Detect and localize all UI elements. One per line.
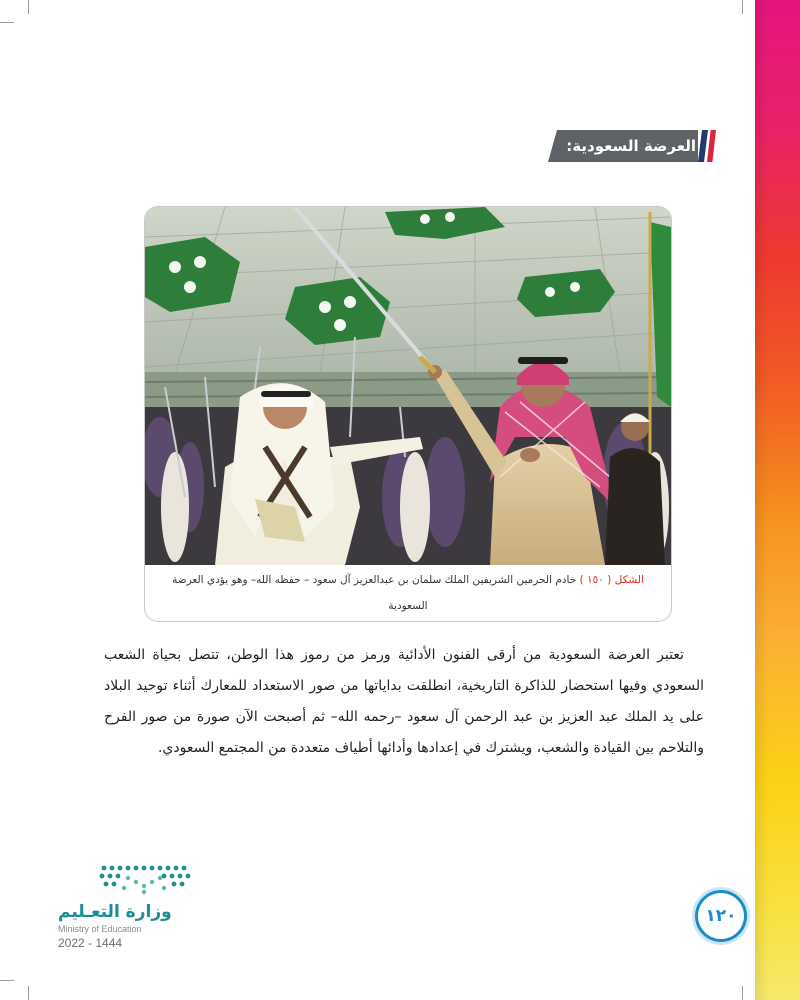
edition-year: 2022 - 1444 (58, 936, 123, 950)
figure-caption-line2: السعودية (388, 600, 428, 612)
figure-frame (144, 206, 672, 622)
figure-caption-line1: خادم الحرمين الشريفين الملك سلمان بن عبدالعزيز آل سعود – حفظه الله– وهو يؤدي العرضة (172, 574, 577, 586)
figure-number: الشكل ( ١٥٠ ) (579, 574, 644, 586)
ministry-name-english: Ministry of Education (58, 924, 142, 934)
ministry-logo (58, 862, 198, 962)
body-paragraph: تعتبر العرضة السعودية من أرقى الفنون الأدائية ورمز من رموز هذا الوطن، تتصل بحياة الشعب السعودي وفيها استحضار للذاكرة التاريخية، انطلقت بداياتها من صور الاستعداد للمعارك أثناء توحيد البلاد على يد الملك عبد العزيز بن عبد الرحمن آل سعود –رحمه الله– ثم أصبحت الآن صورة من صور الفرح والتلاحم بين القيادة والشعب، ويشترك في إعدادها وأدائها أطياف متعددة من المجتمع السعودي. (104, 647, 704, 756)
figure-caption (155, 567, 661, 619)
section-header-accent-red (707, 130, 716, 162)
section-title: العرضة السعودية: (566, 137, 696, 155)
ministry-dots-icon (98, 862, 198, 896)
section-header-accent-blue (698, 130, 708, 162)
section-header (548, 130, 716, 162)
ministry-name-arabic: وزارة التعـليم (58, 902, 172, 922)
crop-mark-top-left (0, 22, 14, 23)
ardah-photo (145, 207, 671, 565)
crop-mark-bottom-right-v (742, 986, 743, 1000)
page-edge-shadow (755, 0, 769, 1000)
crop-mark-bottom-left (0, 980, 14, 981)
page-number: ١٢٠ (698, 893, 744, 939)
crop-mark-top-right-v (742, 0, 743, 14)
crop-mark-top-left-v (28, 0, 29, 14)
crop-mark-bottom-left-v (28, 986, 29, 1000)
